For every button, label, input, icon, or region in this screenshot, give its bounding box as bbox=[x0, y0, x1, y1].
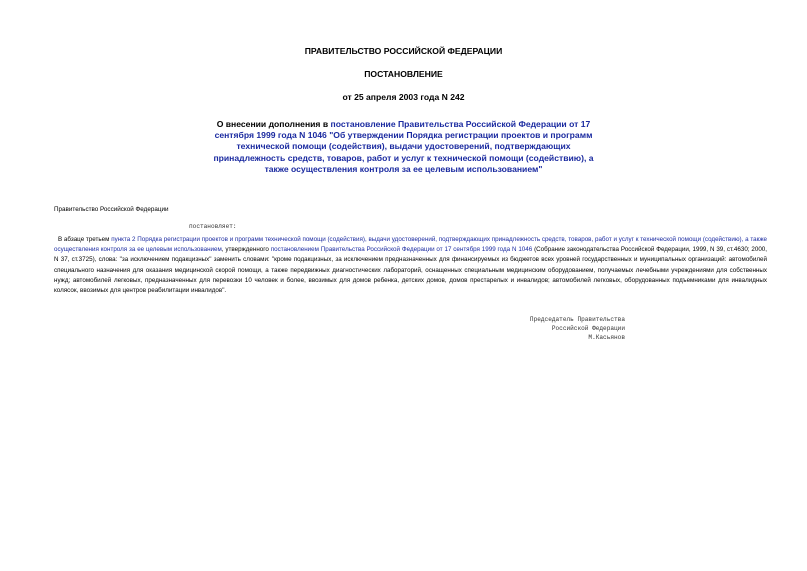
signature-name: М.Касьянов bbox=[588, 334, 625, 342]
body-paragraph bbox=[54, 235, 767, 296]
subject-prefix: О внесении дополнения в bbox=[216, 119, 331, 129]
doc-subject bbox=[210, 119, 597, 175]
doc-date: от 25 апреля 2003 года N 242 bbox=[342, 92, 465, 102]
body-text-part-1: В абзаце третьем bbox=[58, 236, 112, 243]
decree-word: постановляет: bbox=[189, 223, 237, 230]
body-text-part-3: (Собрание законодательства Российской Федерации, 1999, N 39, ст.4630; 2000, N 37, ст.3725), слова: "за исключением подакцизных" заменить словами: "кроме подакцизных, за исключением предназначенных для финансируемых из бюджетов всех уровней государственных и муниципальных организаций: автомобилей специального назначения для оказания медицинской скорой помощи, а также передвижных диагностических лабораторий, оснащенных специальным медицинским оборудованием, получаемых лечебными учреждениями для собственных нужд; автомобилей легковых, предназначенных для перевозки 10 человек и более, ввозимых для домов ребенка, детских домов, домов престарелых и инвалидов; автомобилей легковых, оборудованных подъемниками для инвалидных колясок, ввозимых для центров реабилитации инвалидов". bbox=[54, 246, 768, 295]
signature-block bbox=[440, 315, 625, 343]
org-title: ПРАВИТЕЛЬСТВО РОССИЙСКОЙ ФЕДЕРАЦИИ bbox=[304, 46, 503, 56]
subject-link[interactable]: постановление Правительства Российской Федерации от 17 сентября 1999 года N 1046 "Об утверждении Порядка регистрации проектов и программ технической помощи (содействия), выдачи удостоверений, подтверждающих принадлежность средств, товаров, работ и услуг к технической помощи (содействию), а также осуществления контроля за ее целевым использованием" bbox=[213, 119, 594, 174]
signature-position: Председатель Правительства bbox=[529, 316, 625, 323]
doc-type-heading: ПОСТАНОВЛЕНИЕ bbox=[364, 69, 443, 79]
issuer: Правительство Российской Федерации bbox=[54, 206, 169, 213]
order-clause-link[interactable]: пункта 2 Порядка регистрации проектов и программ технической помощи (содействия), выдачи удостоверений, подтверждающих принадлежность средств, товаров, работ и услуг к технической помощи (содействию), а также осуществления контроля за ее целевым использованием bbox=[54, 236, 768, 254]
signature-body: Российской Федерации bbox=[551, 325, 625, 333]
body-text-part-2: , утвержденного bbox=[221, 246, 271, 254]
resolution-link[interactable]: постановлением Правительства Российской Федерации от 17 сентября 1999 года N 1046 bbox=[270, 246, 533, 254]
